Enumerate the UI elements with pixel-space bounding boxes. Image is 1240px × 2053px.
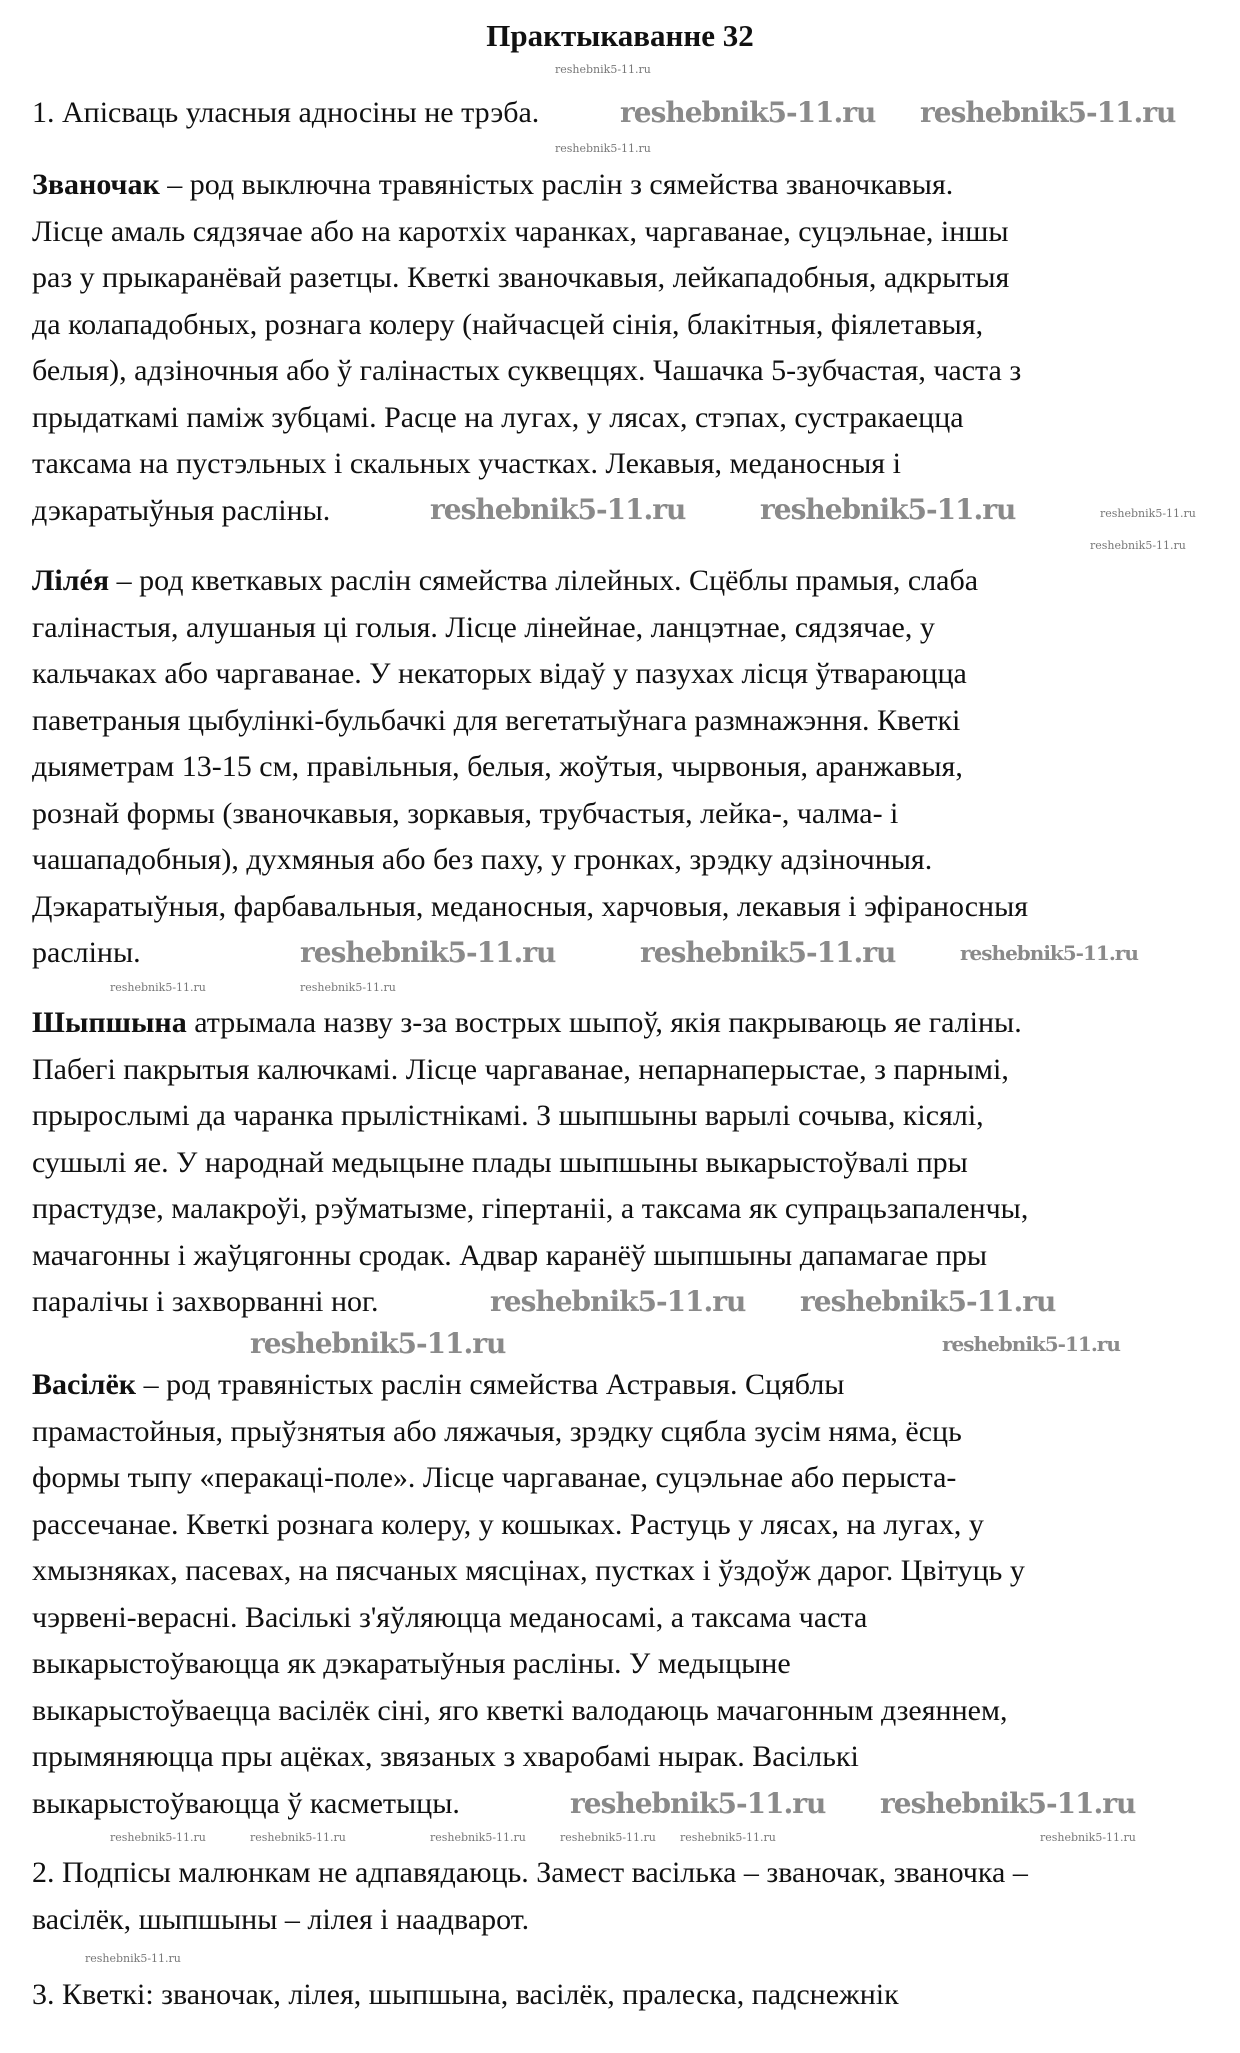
paragraph-line: паралічы і захворванні ног. — [32, 1285, 379, 1318]
paragraph-line: мачагонны і жаўцягонны сродак. Адвар каранёў шыпшыны дапамагае пры — [32, 1238, 987, 1272]
term: Лілéя — [32, 564, 110, 597]
definition-start: атрымала назву з-за вострых шыпоў, якія пакрываюць яе галіны. — [186, 1006, 1022, 1039]
paragraph-line: прымяняюцца пры ацёках, звязаных з хваробамі нырак. Васількі — [32, 1740, 859, 1773]
paragraph-line: паветраныя цыбулінкі-бульбачкі для вегетатыўнага размнажэння. Кветкі — [32, 703, 961, 737]
paragraph-line: прыдаткамі паміж зубцамі. Расце на лугах, у лясах, стэпах, сустракаецца — [32, 400, 964, 434]
paragraph-line — [32, 162, 953, 209]
paragraph-line: формы тыпу «перакаці-поле». Лісце чаргаванае, суцэльнае або перыста- — [32, 1461, 957, 1494]
term: Званочак — [32, 168, 160, 201]
watermark-small: reshebnik5-11.ru — [555, 142, 651, 155]
watermark: reshebnik5-11.ru — [942, 1332, 1120, 1356]
watermark-small: reshebnik5-11.ru — [555, 63, 651, 76]
paragraph-line: Дэкаратыўныя, фарбавальныя, меданосныя, харчовыя, лекавыя і эфіраносныя — [32, 889, 1029, 923]
item-2-line: васілёк, шыпшыны – лілея і наадварот. — [32, 1902, 530, 1936]
watermark-small: reshebnik5-11.ru — [300, 981, 396, 994]
watermark-small: reshebnik5-11.ru — [85, 1952, 181, 1965]
watermark: reshebnik5-11.ru — [640, 936, 896, 969]
paragraph-line — [32, 558, 978, 605]
paragraph-line: Пабегі пакрытыя калючкамі. Лісце чаргаванае, непарнаперыстае, з парнымі, — [32, 1052, 1009, 1086]
watermark-small: reshebnik5-11.ru — [110, 1831, 206, 1844]
paragraph-line: дэкаратыўныя расліны. — [32, 493, 331, 527]
item-1: 1. Апісваць уласныя адносіны не трэба. — [32, 96, 540, 129]
paragraph-line: прамастойныя, прыўзнятыя або ляжачыя, зрэдку сцябла зусім няма, ёсць — [32, 1414, 962, 1448]
paragraph-line: дыяметрам 13-15 см, правільныя, белыя, жоўтыя, чырвоныя, аранжавыя, — [32, 750, 963, 783]
paragraph-line: галінастыя, алушаныя ці голыя. Лісце лінейнае, ланцэтнае, сядзячае, у — [32, 610, 935, 644]
watermark: reshebnik5-11.ru — [430, 493, 686, 526]
watermark: reshebnik5-11.ru — [920, 96, 1176, 129]
watermark: reshebnik5-11.ru — [300, 936, 556, 969]
paragraph-line: выкарыстоўваюцца як дэкаратыўныя расліны. У медыцыне — [32, 1647, 791, 1680]
paragraph-line: хмызняках, пасевах, на пясчаных мясцінах, пустках і ўздоўж дарог. Цвітуць у — [32, 1554, 1025, 1587]
watermark: reshebnik5-11.ru — [490, 1285, 746, 1318]
term: Шыпшына — [32, 1006, 187, 1039]
paragraph-line: чэрвені-верасні. Васількі з'яўляюцца меданосамі, а таксама часта — [32, 1600, 868, 1634]
paragraph-line: расліны. — [32, 936, 141, 969]
watermark-small: reshebnik5-11.ru — [1100, 507, 1196, 520]
paragraph-line: таксама на пустэльных і скальных участках. Лекавыя, меданосныя і — [32, 447, 901, 480]
watermark-small: reshebnik5-11.ru — [110, 981, 206, 994]
watermark: reshebnik5-11.ru — [620, 96, 876, 129]
paragraph-line: раз у прыкаранёвай разетцы. Кветкі званочкавыя, лейкападобныя, адкрытыя — [32, 261, 1010, 294]
watermark-small: reshebnik5-11.ru — [250, 1831, 346, 1844]
paragraph-line: выкарыстоўваюцца ў касметыцы. — [32, 1786, 460, 1820]
paragraph-line — [32, 1000, 1022, 1047]
paragraph-line: рознай формы (званочкавыя, зоркавыя, трубчастыя, лейка-, чалма- і — [32, 796, 899, 830]
paragraph-line: прырослымі да чаранка прылістнікамі. З шыпшыны варылі сочыва, кісялі, — [32, 1099, 984, 1132]
term: Васілёк — [32, 1368, 137, 1401]
watermark-small: reshebnik5-11.ru — [1040, 1831, 1136, 1844]
paragraph-line: выкарыстоўваецца васілёк сіні, яго кветкі валодаюць мачагонным дзеяннем, — [32, 1693, 1008, 1727]
paragraph-line: чашападобныя), духмяныя або без паху, у гронках, зрэдку адзіночныя. — [32, 843, 933, 876]
paragraph-zvanochak — [32, 162, 1021, 534]
watermark-small: reshebnik5-11.ru — [430, 1831, 526, 1844]
watermark-small: reshebnik5-11.ru — [680, 1831, 776, 1844]
paragraph-line: белыя), адзіночныя або ў галінастых суквеццях. Чашачка 5-зубчастая, часта з — [32, 354, 1022, 387]
watermark: reshebnik5-11.ru — [760, 493, 1016, 526]
watermark: reshebnik5-11.ru — [570, 1787, 826, 1820]
watermark: reshebnik5-11.ru — [880, 1787, 1136, 1820]
paragraph-line: Лісце амаль сядзячае або на каротхіх чаранках, чаргаванае, суцэльнае, іншы — [32, 214, 1009, 248]
definition-start: – род кветкавых раслін сямейства лілейных. Сцёблы прамыя, слаба — [109, 564, 979, 597]
paragraph-line: прастудзе, малакроўі, рэўматызме, гіпертаніі, а таксама як супрацьзапаленчы, — [32, 1192, 1029, 1225]
page-title: Практыкаванне 32 — [486, 18, 754, 53]
watermark-small: reshebnik5-11.ru — [1090, 539, 1186, 552]
item-2 — [32, 1850, 1028, 1943]
paragraph-line: рассечанае. Кветкі рознага колеру, у кошыках. Растуць у лясах, на лугах, у — [32, 1507, 984, 1541]
paragraph-line: кальчаках або чаргаванае. У некаторых відаў у пазухах лісця ўтвараюцца — [32, 657, 967, 690]
definition-start: – род травяністых раслін сямейства Астравыя. Сцяблы — [136, 1368, 845, 1401]
item-3: 3. Кветкі: званочак, лілея, шыпшына, васілёк, пралеска, падснежнік — [32, 1978, 899, 2011]
paragraph-lileya — [32, 558, 1028, 977]
paragraph-line: сушылі яе. У народнай медыцыне плады шыпшыны выкарыстоўвалі пры — [32, 1145, 968, 1179]
paragraph-line — [32, 1362, 844, 1409]
definition-start: – род выключна травяністых раслін з сямейства званочкавыя. — [159, 168, 954, 201]
paragraph-shypshyna — [32, 1000, 1028, 1326]
watermark-small: reshebnik5-11.ru — [560, 1831, 656, 1844]
item-2-line: 2. Подпісы малюнкам не адпавядаюць. Замест васілька – званочак, званочка – — [32, 1856, 1028, 1889]
watermark: reshebnik5-11.ru — [800, 1285, 1056, 1318]
watermark: reshebnik5-11.ru — [960, 941, 1138, 965]
paragraph-line: да колападобных, рознага колеру (найчасцей сінія, блакітныя, фіялетавыя, — [32, 307, 984, 341]
paragraph-vasilyok — [32, 1362, 1025, 1827]
watermark: reshebnik5-11.ru — [250, 1327, 506, 1360]
